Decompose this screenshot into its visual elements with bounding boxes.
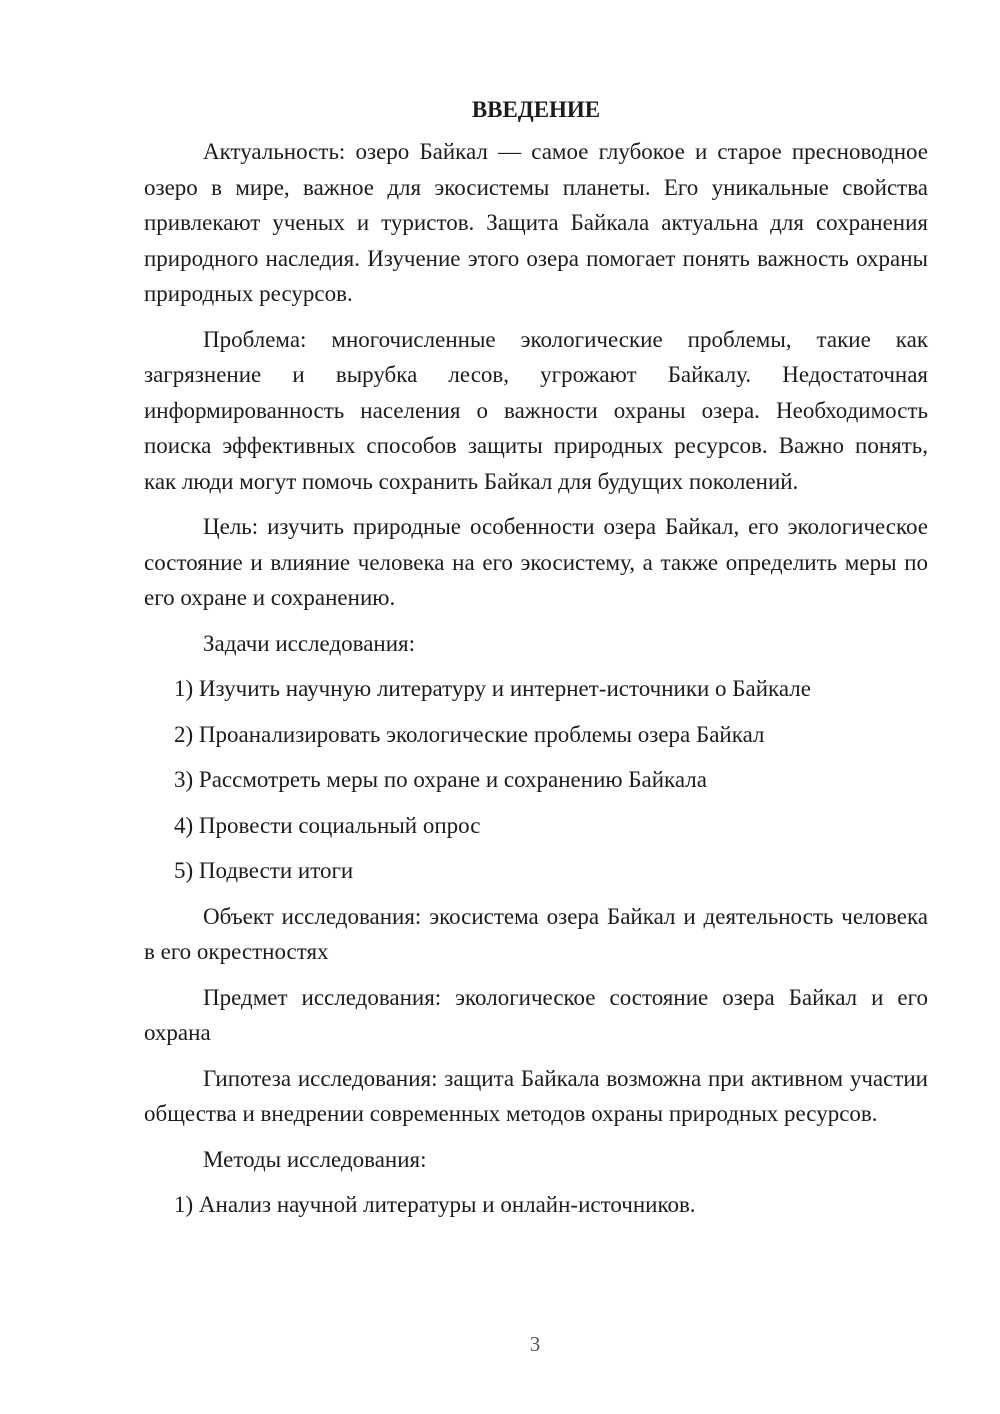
list-item: 5) Подвести итоги (174, 858, 354, 883)
hypothesis-paragraph: Гипотеза исследования: защита Байкала возможна при активном участии общества и внедрении современных методов охраны природных ресурсов. (144, 1065, 928, 1126)
goal-paragraph: Цель: изучить природные особенности озера Байкал, его экологическое состояние и влияние человека на его экосистему, а также определить меры по его охране и сохранению. (144, 514, 928, 610)
object-paragraph: Объект исследования: экосистема озера Байкал и деятельность человека в его окрестностях (144, 903, 928, 964)
list-item: 4) Провести социальный опрос (174, 812, 481, 838)
page-number: 3 (529, 1332, 541, 1356)
document-page (144, 90, 928, 1233)
relevance-paragraph: Актуальность: озеро Байкал — самое глубокое и старое пресноводное озеро в мире, важное для экосистемы планеты. Его уникальные свойства привлекают ученых и туристов. Защита Байкала актуальна для сохранения природного наследия. Изучение этого озера помогает понять важность охраны природных ресурсов. (144, 139, 928, 306)
tasks-heading: Задачи исследования: (203, 630, 416, 656)
list-item: 1) Изучить научную литературу и интернет-источники о Байкале (174, 676, 811, 701)
tasks-list (144, 671, 928, 889)
list-item: 1) Анализ научной литературы и онлайн-источников. (174, 1192, 696, 1217)
subject-paragraph: Предмет исследования: экологическое состояние озера Байкал и его охрана (144, 984, 928, 1045)
problem-paragraph: Проблема: многочисленные экологические проблемы, такие как загрязнение и вырубка лесов, угрожают Байкалу. Недостаточная информированность населения о важности охраны озера. Необходимость поиска эффективных способов защиты природных ресурсов. Важно понять, как люди могут помочь сохранить Байкал для будущих поколений. (144, 326, 928, 494)
list-item: 2) Проанализировать экологические проблемы озера Байкал (174, 721, 765, 747)
methods-heading: Методы исследования: (203, 1146, 427, 1172)
page-title: ВВЕДЕНИЕ (471, 97, 601, 122)
list-item: 3) Рассмотреть меры по охране и сохранению Байкала (174, 767, 707, 792)
methods-list (144, 1187, 928, 1223)
